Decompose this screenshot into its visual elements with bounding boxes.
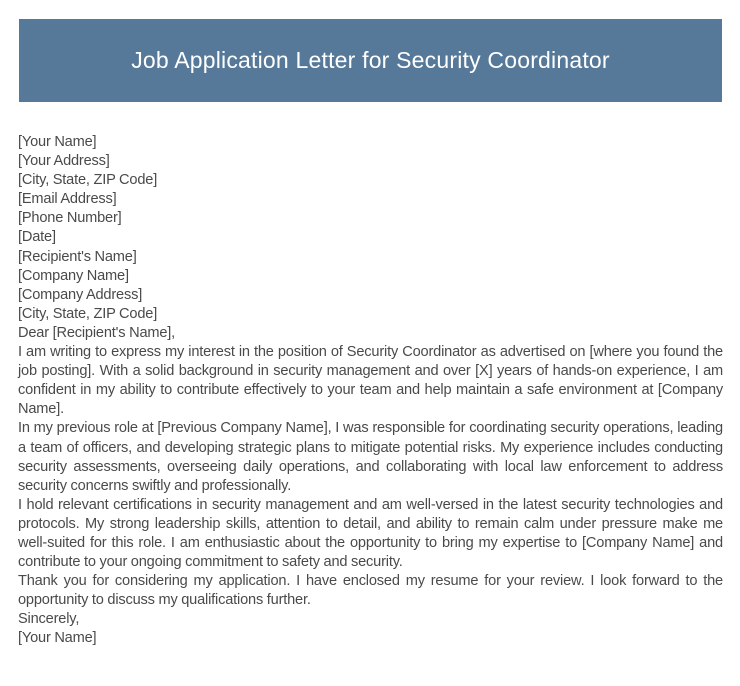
letter-content: [18, 133, 723, 649]
closing-signature-name: [Your Name]: [18, 630, 97, 647]
recipient-address-block: [18, 248, 723, 324]
recipient-line-name: [Recipient's Name]: [18, 248, 137, 265]
recipient-line-company-address: [Company Address]: [18, 286, 143, 303]
sender-address-block: [18, 133, 723, 248]
sender-line-email: [Email Address]: [18, 191, 117, 208]
body-paragraph-3: I hold relevant certifications in security management and am well-versed in the latest security technologies and protocols. My strong leadership skills, attention to detail, and ability to remain calm under pressure make me well-suited for this role. I am enthusiastic about the opportunity to bring my expertise to [Company Name] and contribute to your ongoing commitment to safety and security.: [18, 496, 723, 571]
body-paragraph-2: In my previous role at [Previous Company Name], I was responsible for coordinating security operations, leading a team of officers, and developing strategic plans to mitigate potential risks. My experience includes conducting security assessments, overseeing daily operations, and collaborating with local law enforcement to address security concerns swiftly and professionally.: [18, 420, 723, 494]
sender-line-date: [Date]: [18, 229, 56, 246]
page-title: Job Application Letter for Security Coordinator: [131, 46, 610, 73]
document-title-banner: [19, 19, 722, 102]
sender-line-city-state-zip: [City, State, ZIP Code]: [18, 172, 158, 189]
closing-valediction: Sincerely,: [18, 611, 80, 628]
closing-block: [18, 610, 723, 648]
recipient-line-company-name: [Company Name]: [18, 267, 129, 284]
body-paragraph-1: I am writing to express my interest in the position of Security Coordinator as advertised on [where you found the job posting]. With a solid background in security management and over [X] years of hands-on experience, I am confident in my ability to contribute effectively to your team and help maintain a safe environment at [Company Name].: [18, 344, 723, 418]
sender-line-phone: [Phone Number]: [18, 210, 122, 227]
salutation: Dear [Recipient's Name],: [18, 324, 176, 341]
sender-line-your-address: [Your Address]: [18, 153, 110, 170]
body-paragraph-4: Thank you for considering my application. I have enclosed my resume for your review. I look forward to the opportunity to discuss my qualifications further.: [18, 573, 723, 609]
recipient-line-city-state-zip: [City, State, ZIP Code]: [18, 305, 158, 322]
sender-line-your-name: [Your Name]: [18, 134, 97, 150]
